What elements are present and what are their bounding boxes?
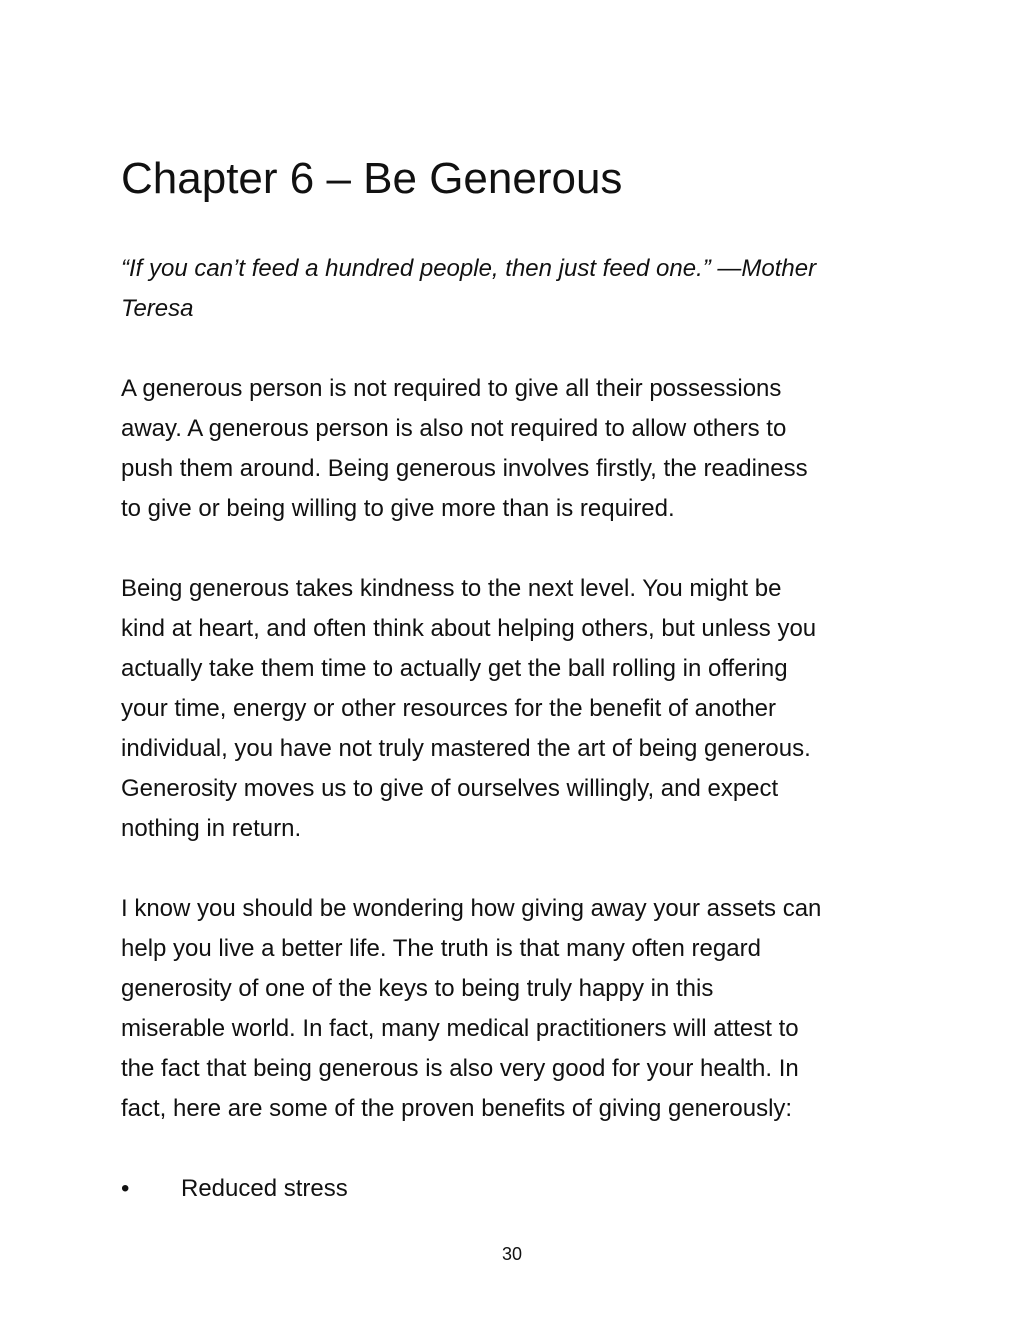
paragraph-line: away. A generous person is also not required to allow others to [121,415,787,442]
body-paragraph [121,369,921,529]
body-paragraph [121,889,921,1129]
page-number: 30 [501,1244,523,1264]
paragraph-line: to give or being willing to give more than is required. [121,495,675,522]
body-paragraph [121,569,921,849]
paragraph-line: A generous person is not required to give all their possessions [121,375,782,402]
paragraph-line: Generosity moves us to give of ourselves willingly, and expect [121,775,779,802]
paragraph-line: I know you should be wondering how giving away your assets can [121,895,822,922]
paragraph-line: help you live a better life. The truth is that many often regard [121,935,761,962]
bullet-icon: • [121,1175,130,1202]
paragraph-line: Being generous takes kindness to the next level. You might be [121,575,782,602]
bullet-text: Reduced stress [181,1175,348,1202]
chapter-title: Chapter 6 – Be Generous [121,154,623,203]
paragraph-line: nothing in return. [121,815,302,842]
quote-line: Teresa [121,295,194,322]
bullet-list-item [121,1169,821,1209]
paragraph-line: miserable world. In fact, many medical practitioners will attest to [121,1015,799,1042]
paragraph-line: kind at heart, and often think about helping others, but unless you [121,615,817,642]
epigraph-quote [121,249,921,329]
paragraph-line: generosity of one of the keys to being truly happy in this [121,975,714,1002]
quote-line: “If you can’t feed a hundred people, then just feed one.” —Mother [121,255,817,282]
paragraph-line: actually take them time to actually get the ball rolling in offering [121,655,788,682]
paragraph-line: the fact that being generous is also very good for your health. In [121,1055,799,1082]
paragraph-line: fact, here are some of the proven benefits of giving generously: [121,1095,793,1122]
paragraph-line: individual, you have not truly mastered the art of being generous. [121,735,811,762]
paragraph-line: your time, energy or other resources for the benefit of another [121,695,777,722]
paragraph-line: push them around. Being generous involves firstly, the readiness [121,455,808,482]
